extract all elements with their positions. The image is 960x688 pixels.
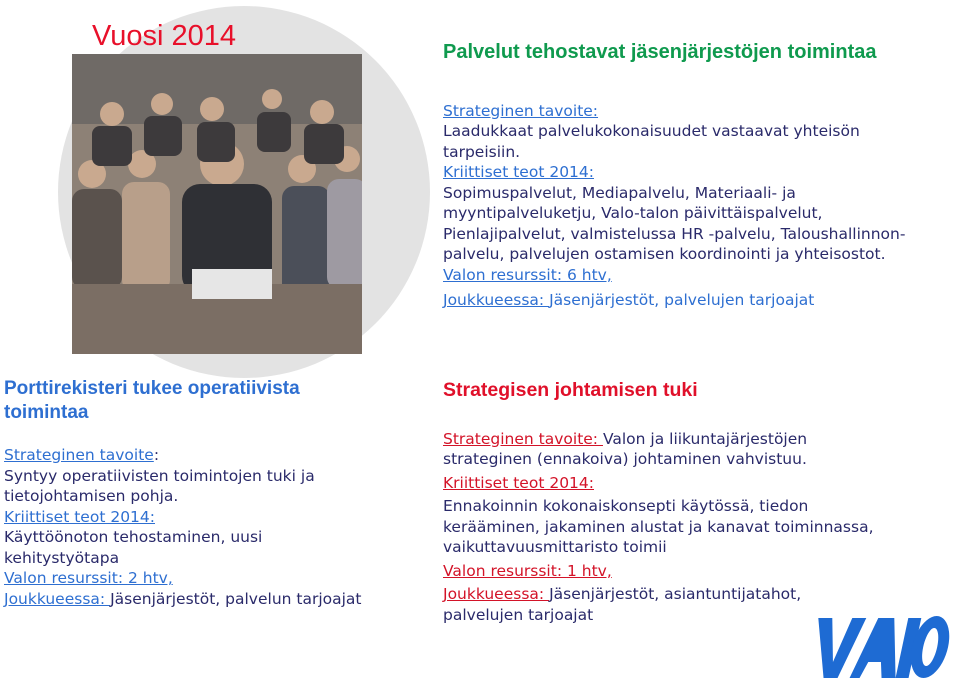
strategic-goal-label-text: Strateginen tavoite [4, 446, 154, 464]
strategic-goal-label [4, 445, 424, 466]
strategic-goal-line [443, 429, 943, 450]
section-strategic-heading: Strategisen johtamisen tuki [443, 379, 698, 401]
team-value: Jäsenjärjestöt, palvelujen tarjoajat [549, 291, 815, 309]
resources-line [443, 561, 943, 582]
audience-photo [72, 54, 362, 354]
strategic-goal-text: Laadukkaat palvelukokonaisuudet vastaavat yhteisön [443, 122, 860, 140]
resources-value: 1 htv, [566, 561, 612, 580]
section-strategic-management [443, 380, 943, 625]
resources-label: Valon resurssit: [443, 561, 567, 580]
strategic-goal-text: strateginen (ennakoiva) johtaminen vahvistuu. [443, 450, 807, 468]
strategic-goal-text: tietojohtamisen pohja. [4, 487, 179, 505]
team-value: Jäsenjärjestöt, asiantuntijatahot, [549, 585, 802, 603]
section-services [443, 42, 958, 311]
resources-label: Valon resurssit: [4, 569, 128, 587]
valo-logo [810, 610, 950, 684]
critical-actions-text: Ennakoinnin kokonaiskonsepti käytössä, tiedon [443, 497, 809, 515]
section-registry-heading: Porttirekisteri tukee operatiivista [4, 378, 300, 399]
critical-actions-label: Kriittiset teot 2014: [443, 473, 594, 492]
strategic-goal-label: Strateginen tavoite: [443, 429, 603, 448]
resources-value: 2 htv, [127, 569, 173, 587]
team-line [443, 290, 958, 311]
team-line [4, 589, 424, 610]
critical-actions-text: Sopimuspalvelut, Mediapalvelu, Materiaali- ja [443, 183, 796, 202]
critical-actions-text: vaikuttavuusmittaristo toimii [443, 538, 667, 556]
section-registry-heading: toimintaa [4, 402, 89, 423]
critical-actions-label: Kriittiset teot 2014: [443, 163, 594, 181]
team-label: Joukkueessa: [4, 589, 111, 608]
critical-actions-text: Pienlajipalvelut, valmistelussa HR -palvelu, Taloushallinnon- [443, 224, 906, 243]
resources-label: Valon resurssit: [443, 265, 567, 284]
strategic-goal-label: Strateginen tavoite: [443, 101, 599, 120]
section-registry [4, 377, 424, 609]
section-services-heading: Palvelut tehostavat jäsenjärjestöjen toimintaa [443, 41, 877, 63]
critical-actions-text: Käyttöönoton tehostaminen, uusi [4, 528, 263, 546]
resources-value: 6 htv, [566, 265, 612, 284]
strategic-goal-text: Valon ja liikuntajärjestöjen [602, 429, 808, 448]
critical-actions-text: palvelu, palvelujen ostamisen koordinointi ja yhteisostot. [443, 245, 886, 263]
strategic-goal-text: Syntyy operatiivisten toimintojen tuki ja [4, 466, 315, 485]
team-label: Joukkueessa: [443, 585, 550, 603]
strategic-goal-text: tarpeisiin. [443, 142, 521, 161]
resources-line [4, 568, 424, 589]
team-value: palvelujen tarjoajat [443, 605, 594, 624]
team-line [443, 584, 943, 605]
critical-actions-label: Kriittiset teot 2014: [4, 507, 155, 526]
resources-line [443, 265, 958, 286]
critical-actions-text: kehitystyötapa [4, 548, 120, 567]
critical-actions-text: kerääminen, jakaminen alustat ja kanavat toiminnassa, [443, 517, 874, 536]
goal-colon: : [153, 446, 160, 464]
critical-actions-text: myyntipalveluketju, Valo-talon päivittäispalvelut, [443, 204, 823, 222]
year-title: Vuosi 2014 [92, 20, 237, 52]
team-value: Jäsenjärjestöt, palvelun tarjoajat [110, 589, 362, 608]
team-label: Joukkueessa: [443, 291, 550, 309]
